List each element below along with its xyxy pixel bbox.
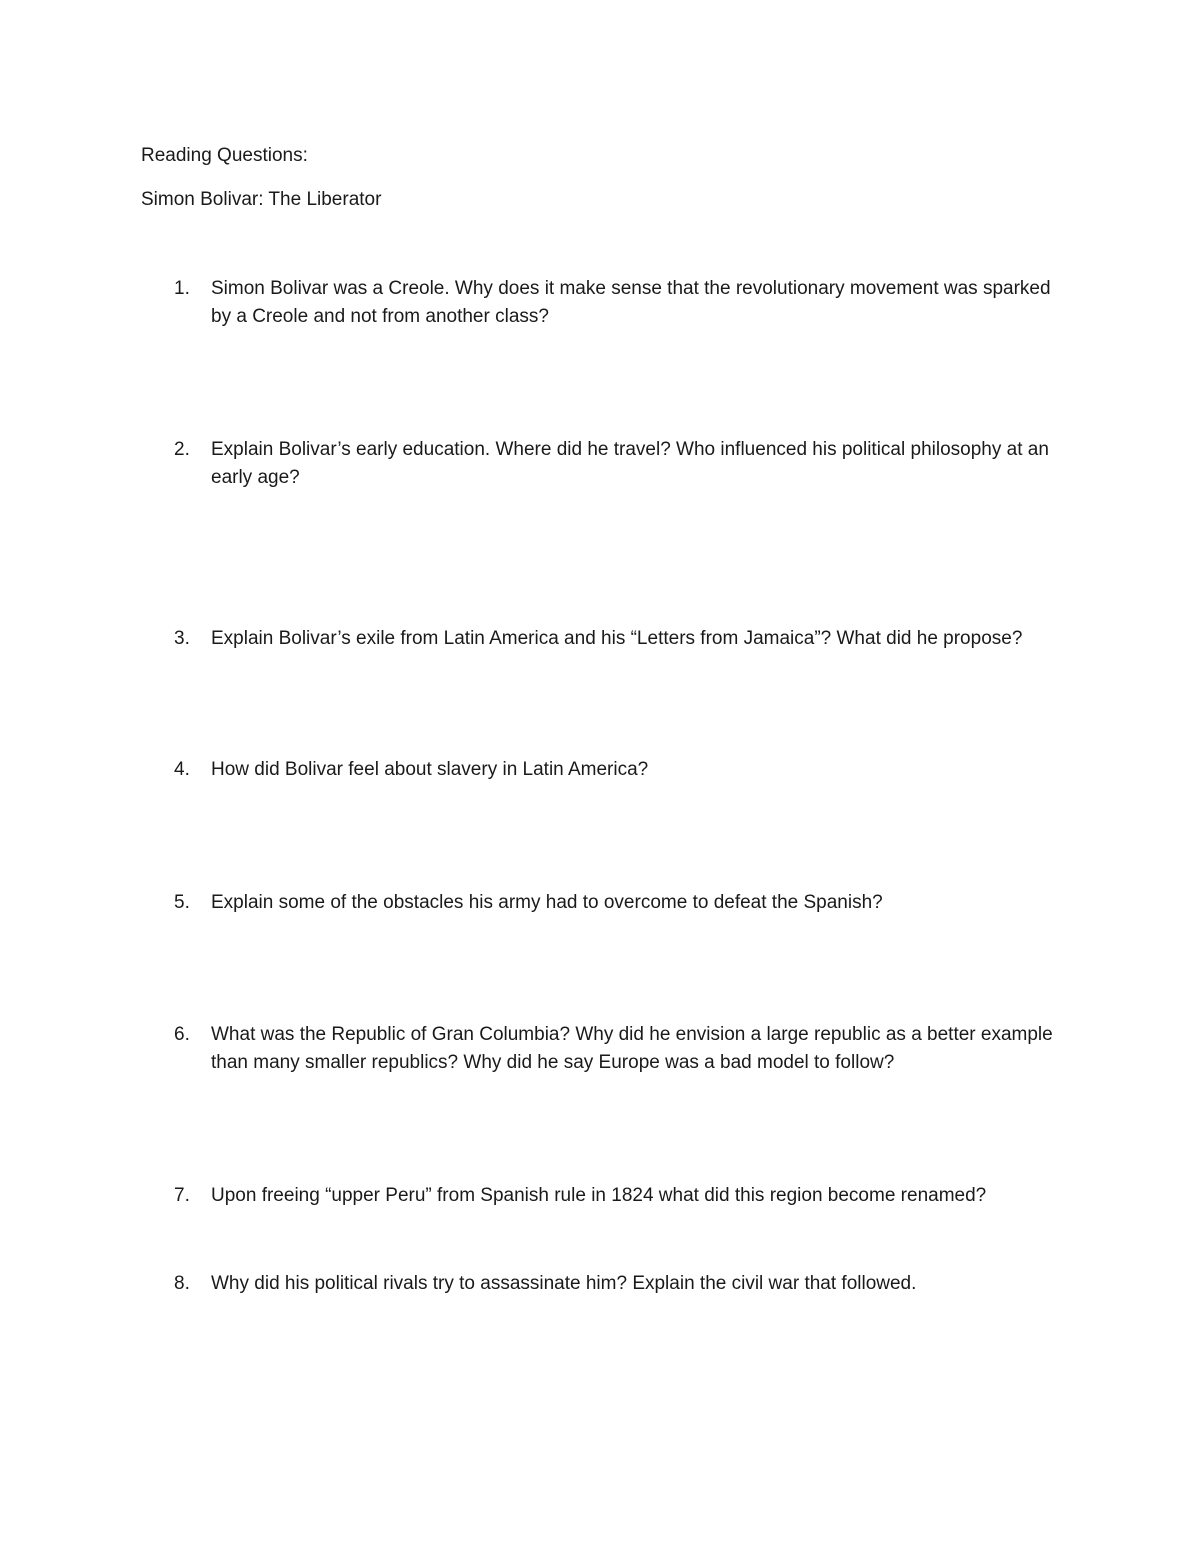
question-text: How did Bolivar feel about slavery in Latin America? (211, 759, 649, 780)
question-text: Simon Bolivar was a Creole. Why does it make sense that the revolutionary movement was sparked by a Creole and not from another class? (211, 278, 1051, 327)
question-text: What was the Republic of Gran Columbia? Why did he envision a large republic as a better example than many smaller republics? Why did he say Europe was a bad model to follow? (211, 1024, 1053, 1073)
worksheet-subheading: Simon Bolivar: The Liberator (141, 189, 382, 210)
question-number: 6. (174, 1024, 190, 1045)
question-number: 4. (174, 759, 190, 780)
question-number: 3. (174, 628, 190, 649)
worksheet-heading: Reading Questions: (141, 145, 308, 166)
question-text: Explain some of the obstacles his army had to overcome to defeat the Spanish? (211, 892, 883, 913)
question-text: Upon freeing “upper Peru” from Spanish rule in 1824 what did this region become renamed? (211, 1185, 987, 1206)
question-text: Explain Bolivar’s exile from Latin America and his “Letters from Jamaica”? What did he propose? (211, 628, 1023, 649)
question-number: 5. (174, 892, 190, 913)
question-text: Explain Bolivar’s early education. Where did he travel? Who influenced his political philosophy at an early age? (211, 439, 1049, 488)
question-number: 2. (174, 439, 190, 460)
question-number: 1. (174, 278, 190, 299)
question-number: 7. (174, 1185, 190, 1206)
question-number: 8. (174, 1273, 190, 1294)
question-text: Why did his political rivals try to assassinate him? Explain the civil war that followed. (211, 1273, 917, 1294)
